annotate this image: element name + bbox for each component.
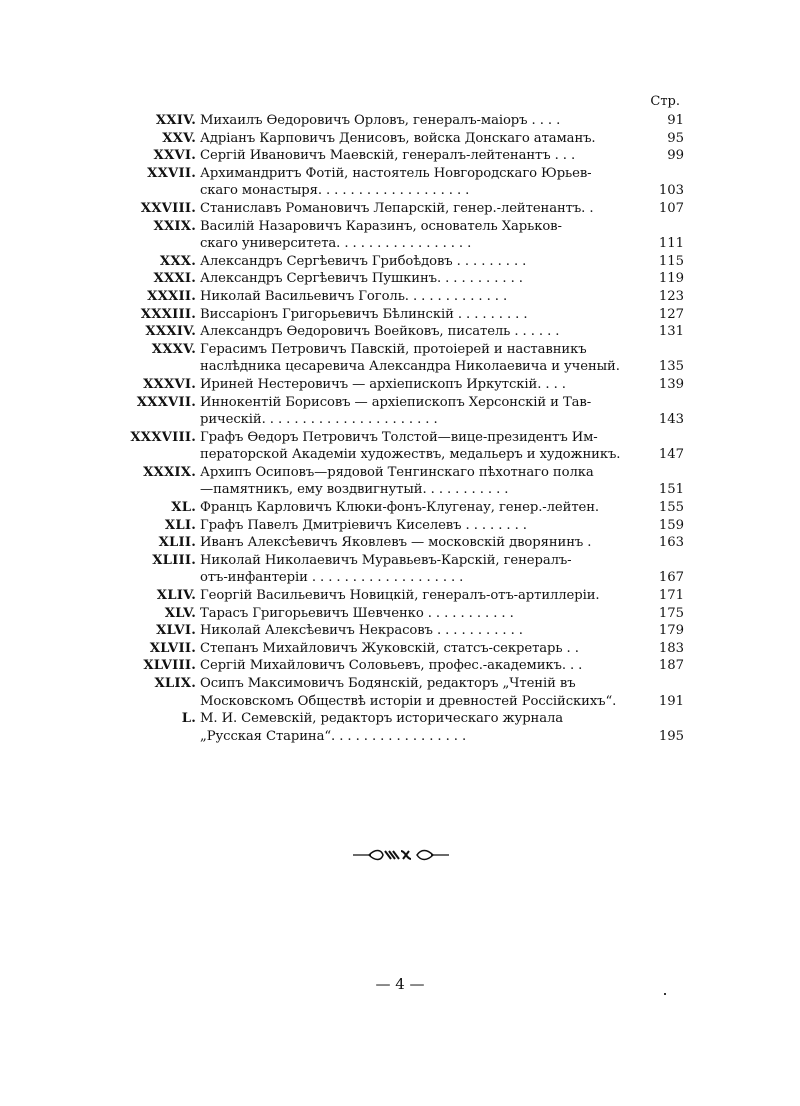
toc-entry-line (96, 728, 686, 746)
page-number: 143 (658, 412, 684, 428)
chapter-numeral: XL. (171, 500, 196, 516)
chapter-numeral: XXXII. (147, 288, 196, 304)
page-number: 103 (658, 183, 684, 199)
entry-title: Николай Николаевичъ Муравьевъ-Карскій, генералъ- (200, 552, 572, 568)
toc-entry-line (96, 288, 686, 306)
toc-entry (96, 288, 686, 306)
chapter-numeral: XXVIII. (140, 200, 196, 216)
toc-entry (96, 376, 686, 394)
toc-entry (96, 587, 686, 605)
entry-title: Михаилъ Өедоровичъ Орловъ, генералъ-маіоръ . . . . (200, 113, 561, 128)
chapter-numeral: XLIV. (156, 588, 196, 604)
toc-entry-line (96, 481, 686, 499)
table-of-contents (96, 112, 686, 745)
entry-title: рическій. . . . . . . . . . . . . . . . . . . . . . (200, 412, 438, 428)
chapter-numeral: XXVII. (147, 165, 196, 181)
page-number: 131 (658, 324, 684, 340)
page-number: 175 (658, 605, 684, 621)
entry-title: Александръ Сергѣевичъ Пушкинъ. . . . . . . . . . . (200, 271, 523, 287)
chapter-numeral: XXXVIII. (130, 429, 196, 445)
toc-entry (96, 517, 686, 535)
page-number: 119 (658, 271, 684, 287)
toc-entry-line (96, 534, 686, 552)
page-number: 179 (658, 623, 684, 639)
chapter-numeral: XLVII. (149, 640, 196, 656)
page-number: 195 (658, 728, 684, 744)
toc-entry-line (96, 323, 686, 341)
toc-entry-line (96, 130, 686, 148)
chapter-numeral: L. (181, 711, 196, 727)
page-number: 163 (658, 535, 684, 551)
page-number: 151 (658, 482, 684, 498)
entry-title: наслѣдника цесаревича Александра Николаевича и ученый. (200, 359, 620, 375)
page-number: 99 (667, 148, 684, 164)
toc-entry-line (96, 270, 686, 288)
chapter-numeral: XXXVII. (136, 394, 196, 410)
entry-title: Николай Васильевичъ Гоголь. . . . . . . . . . . . . (200, 288, 508, 304)
toc-entry-line (96, 517, 686, 535)
entry-title: Виссаріонъ Григорьевичъ Бѣлинскій . . . . . . . . . (200, 306, 528, 322)
toc-entry (96, 130, 686, 148)
toc-entry (96, 622, 686, 640)
toc-entry (96, 657, 686, 675)
chapter-numeral: XLV. (164, 605, 196, 621)
toc-entry-line (96, 306, 686, 324)
entry-title: Графъ Өедоръ Петровичъ Толстой—вице-президентъ Им- (200, 429, 598, 445)
toc-entry-line (96, 200, 686, 218)
print-speck (664, 993, 666, 995)
page-number: 123 (658, 288, 684, 304)
entry-title: Герасимъ Петровичъ Павскій, протоіерей и наставникъ (200, 341, 587, 357)
toc-entry (96, 675, 686, 710)
entry-title: „Русская Старина“. . . . . . . . . . . . . . . . . (200, 728, 467, 744)
toc-entry-line (96, 657, 686, 675)
toc-entry-line (96, 235, 686, 253)
toc-entry (96, 605, 686, 623)
entry-title: Ириней Нестеровичъ — архіепископъ Иркутскій. . . . (200, 376, 566, 392)
entry-title: отъ-инфантеріи . . . . . . . . . . . . . . . . . . . (200, 570, 464, 586)
chapter-numeral: XXXIV. (145, 324, 196, 340)
toc-entry-line (96, 253, 686, 271)
page-number: 91 (667, 113, 684, 128)
entry-title: Сергій Михайловичъ Соловьевъ, профес.-академикъ. . . (200, 658, 583, 674)
entry-title: Иннокентій Борисовъ — архіепископъ Херсонскій и Тав- (200, 394, 592, 410)
page-number: 187 (658, 658, 684, 674)
toc-entry-line (96, 693, 686, 711)
entry-title: Францъ Карловичъ Клюки-фонъ-Клугенау, генер.-лейтен. (200, 500, 599, 516)
toc-entry (96, 200, 686, 218)
entry-title: Сергій Ивановичъ Маевскій, генералъ-лейтенантъ . . . (200, 148, 576, 164)
toc-entry (96, 112, 686, 130)
toc-entry-line (96, 640, 686, 658)
page-number: 159 (658, 517, 684, 533)
toc-entry (96, 710, 686, 745)
page-number: 167 (658, 570, 684, 586)
chapter-numeral: XLIX. (154, 676, 196, 691)
chapter-numeral: XXIX. (153, 218, 196, 234)
toc-entry-line (96, 675, 686, 693)
entry-title: —памятникъ, ему воздвигнутый. . . . . . . . . . . (200, 482, 509, 498)
page-number: 183 (658, 640, 684, 656)
page-number: 147 (658, 447, 684, 463)
entry-title: Степанъ Михайловичъ Жуковскій, статсъ-секретарь . . (200, 640, 579, 656)
entry-title: Графъ Павелъ Дмитріевичъ Киселевъ . . . . . . . . (200, 517, 527, 533)
toc-entry-line (96, 429, 686, 447)
toc-entry (96, 323, 686, 341)
page-number: 111 (658, 236, 684, 252)
page-number: 95 (667, 130, 684, 146)
page-folio: — 4 — (375, 975, 425, 993)
chapter-numeral: XXXIX. (143, 464, 196, 480)
page-number: 155 (658, 500, 684, 516)
entry-title: Адріанъ Карповичъ Денисовъ, войска Донскаго атаманъ. (200, 130, 596, 146)
entry-title: Московскомъ Обществѣ исторіи и древностей Россійскихъ“. (200, 693, 617, 709)
toc-entry-line (96, 446, 686, 464)
chapter-numeral: XXV. (162, 130, 196, 146)
toc-entry (96, 218, 686, 253)
toc-entry-line (96, 182, 686, 200)
page-number: 107 (658, 200, 684, 216)
entry-title: Александръ Өедоровичъ Воейковъ, писатель . . . . . . (200, 324, 560, 340)
toc-entry-line (96, 622, 686, 640)
chapter-numeral: XLI. (164, 517, 196, 533)
toc-entry (96, 464, 686, 499)
toc-entry (96, 534, 686, 552)
chapter-numeral: XLVIII. (143, 658, 196, 674)
toc-entry-line (96, 569, 686, 587)
decorative-flourish-icon (351, 845, 451, 865)
chapter-numeral: XXXVI. (143, 376, 196, 392)
page-number: 139 (658, 376, 684, 392)
entry-title: Тарасъ Григорьевичъ Шевченко . . . . . . . . . . . (200, 605, 514, 621)
chapter-numeral: XXVI. (153, 148, 196, 164)
toc-entry-line (96, 499, 686, 517)
toc-entry-line (96, 411, 686, 429)
page-column-label: Стр. (650, 94, 680, 109)
page-number: 115 (658, 253, 684, 269)
chapter-numeral: XXXV. (151, 341, 196, 357)
toc-entry (96, 640, 686, 658)
toc-entry-line (96, 552, 686, 570)
toc-entry-line (96, 605, 686, 623)
entry-title: Александръ Сергѣевичъ Грибоѣдовъ . . . . . . . . . (200, 253, 527, 269)
toc-entry-line (96, 165, 686, 183)
entry-title: Георгій Васильевичъ Новицкій, генералъ-отъ-артиллеріи. (200, 588, 600, 604)
toc-entry-line (96, 341, 686, 359)
toc-entry-line (96, 218, 686, 236)
toc-entry (96, 253, 686, 271)
entry-title: Иванъ Алексѣевичъ Яковлевъ — московскій дворянинъ . (200, 535, 592, 551)
toc-entry-line (96, 376, 686, 394)
page-number: 171 (658, 588, 684, 604)
entry-title: скаго университета. . . . . . . . . . . . . . . . . (200, 236, 472, 252)
entry-title: Станиславъ Романовичъ Лепарскій, генер.-лейтенантъ. . (200, 200, 594, 216)
entry-title: ператорской Академіи художествъ, медальеръ и художникъ. (200, 447, 621, 463)
toc-entry-line (96, 587, 686, 605)
entry-title: Василій Назаровичъ Каразинъ, основатель Харьков- (200, 218, 562, 234)
toc-entry-line (96, 710, 686, 728)
chapter-numeral: XXX. (159, 253, 196, 269)
chapter-numeral: XXIV. (155, 113, 196, 128)
chapter-numeral: XXXIII. (140, 306, 196, 322)
toc-entry (96, 147, 686, 165)
toc-entry (96, 270, 686, 288)
toc-entry-line (96, 358, 686, 376)
entry-title: Архипъ Осиповъ—рядовой Тенгинскаго пѣхотнаго полка (200, 464, 594, 480)
entry-title: Осипъ Максимовичъ Бодянскій, редакторъ „Чтеній въ (200, 676, 576, 691)
page-number: 127 (658, 306, 684, 322)
toc-entry (96, 552, 686, 587)
entry-title: Архимандритъ Фотій, настоятель Новгородскаго Юрьев- (200, 165, 592, 181)
chapter-numeral: XLVI. (156, 623, 196, 639)
chapter-numeral: XLIII. (152, 552, 196, 568)
chapter-numeral: XLII. (158, 535, 196, 551)
toc-entry (96, 429, 686, 464)
toc-entry (96, 394, 686, 429)
toc-entry-line (96, 112, 686, 130)
chapter-numeral: XXXI. (153, 271, 196, 287)
toc-entry (96, 341, 686, 376)
toc-entry (96, 499, 686, 517)
entry-title: М. И. Семевскій, редакторъ историческаго журнала (200, 711, 564, 727)
page-number: 135 (658, 359, 684, 375)
entry-title: скаго монастыря. . . . . . . . . . . . . . . . . . . (200, 183, 470, 199)
toc-entry-line (96, 394, 686, 412)
entry-title: Николай Алексѣевичъ Некрасовъ . . . . . . . . . . . (200, 623, 523, 639)
page-number: 191 (658, 693, 684, 709)
toc-entry-line (96, 147, 686, 165)
toc-entry (96, 165, 686, 200)
toc-entry (96, 306, 686, 324)
toc-entry-line (96, 464, 686, 482)
